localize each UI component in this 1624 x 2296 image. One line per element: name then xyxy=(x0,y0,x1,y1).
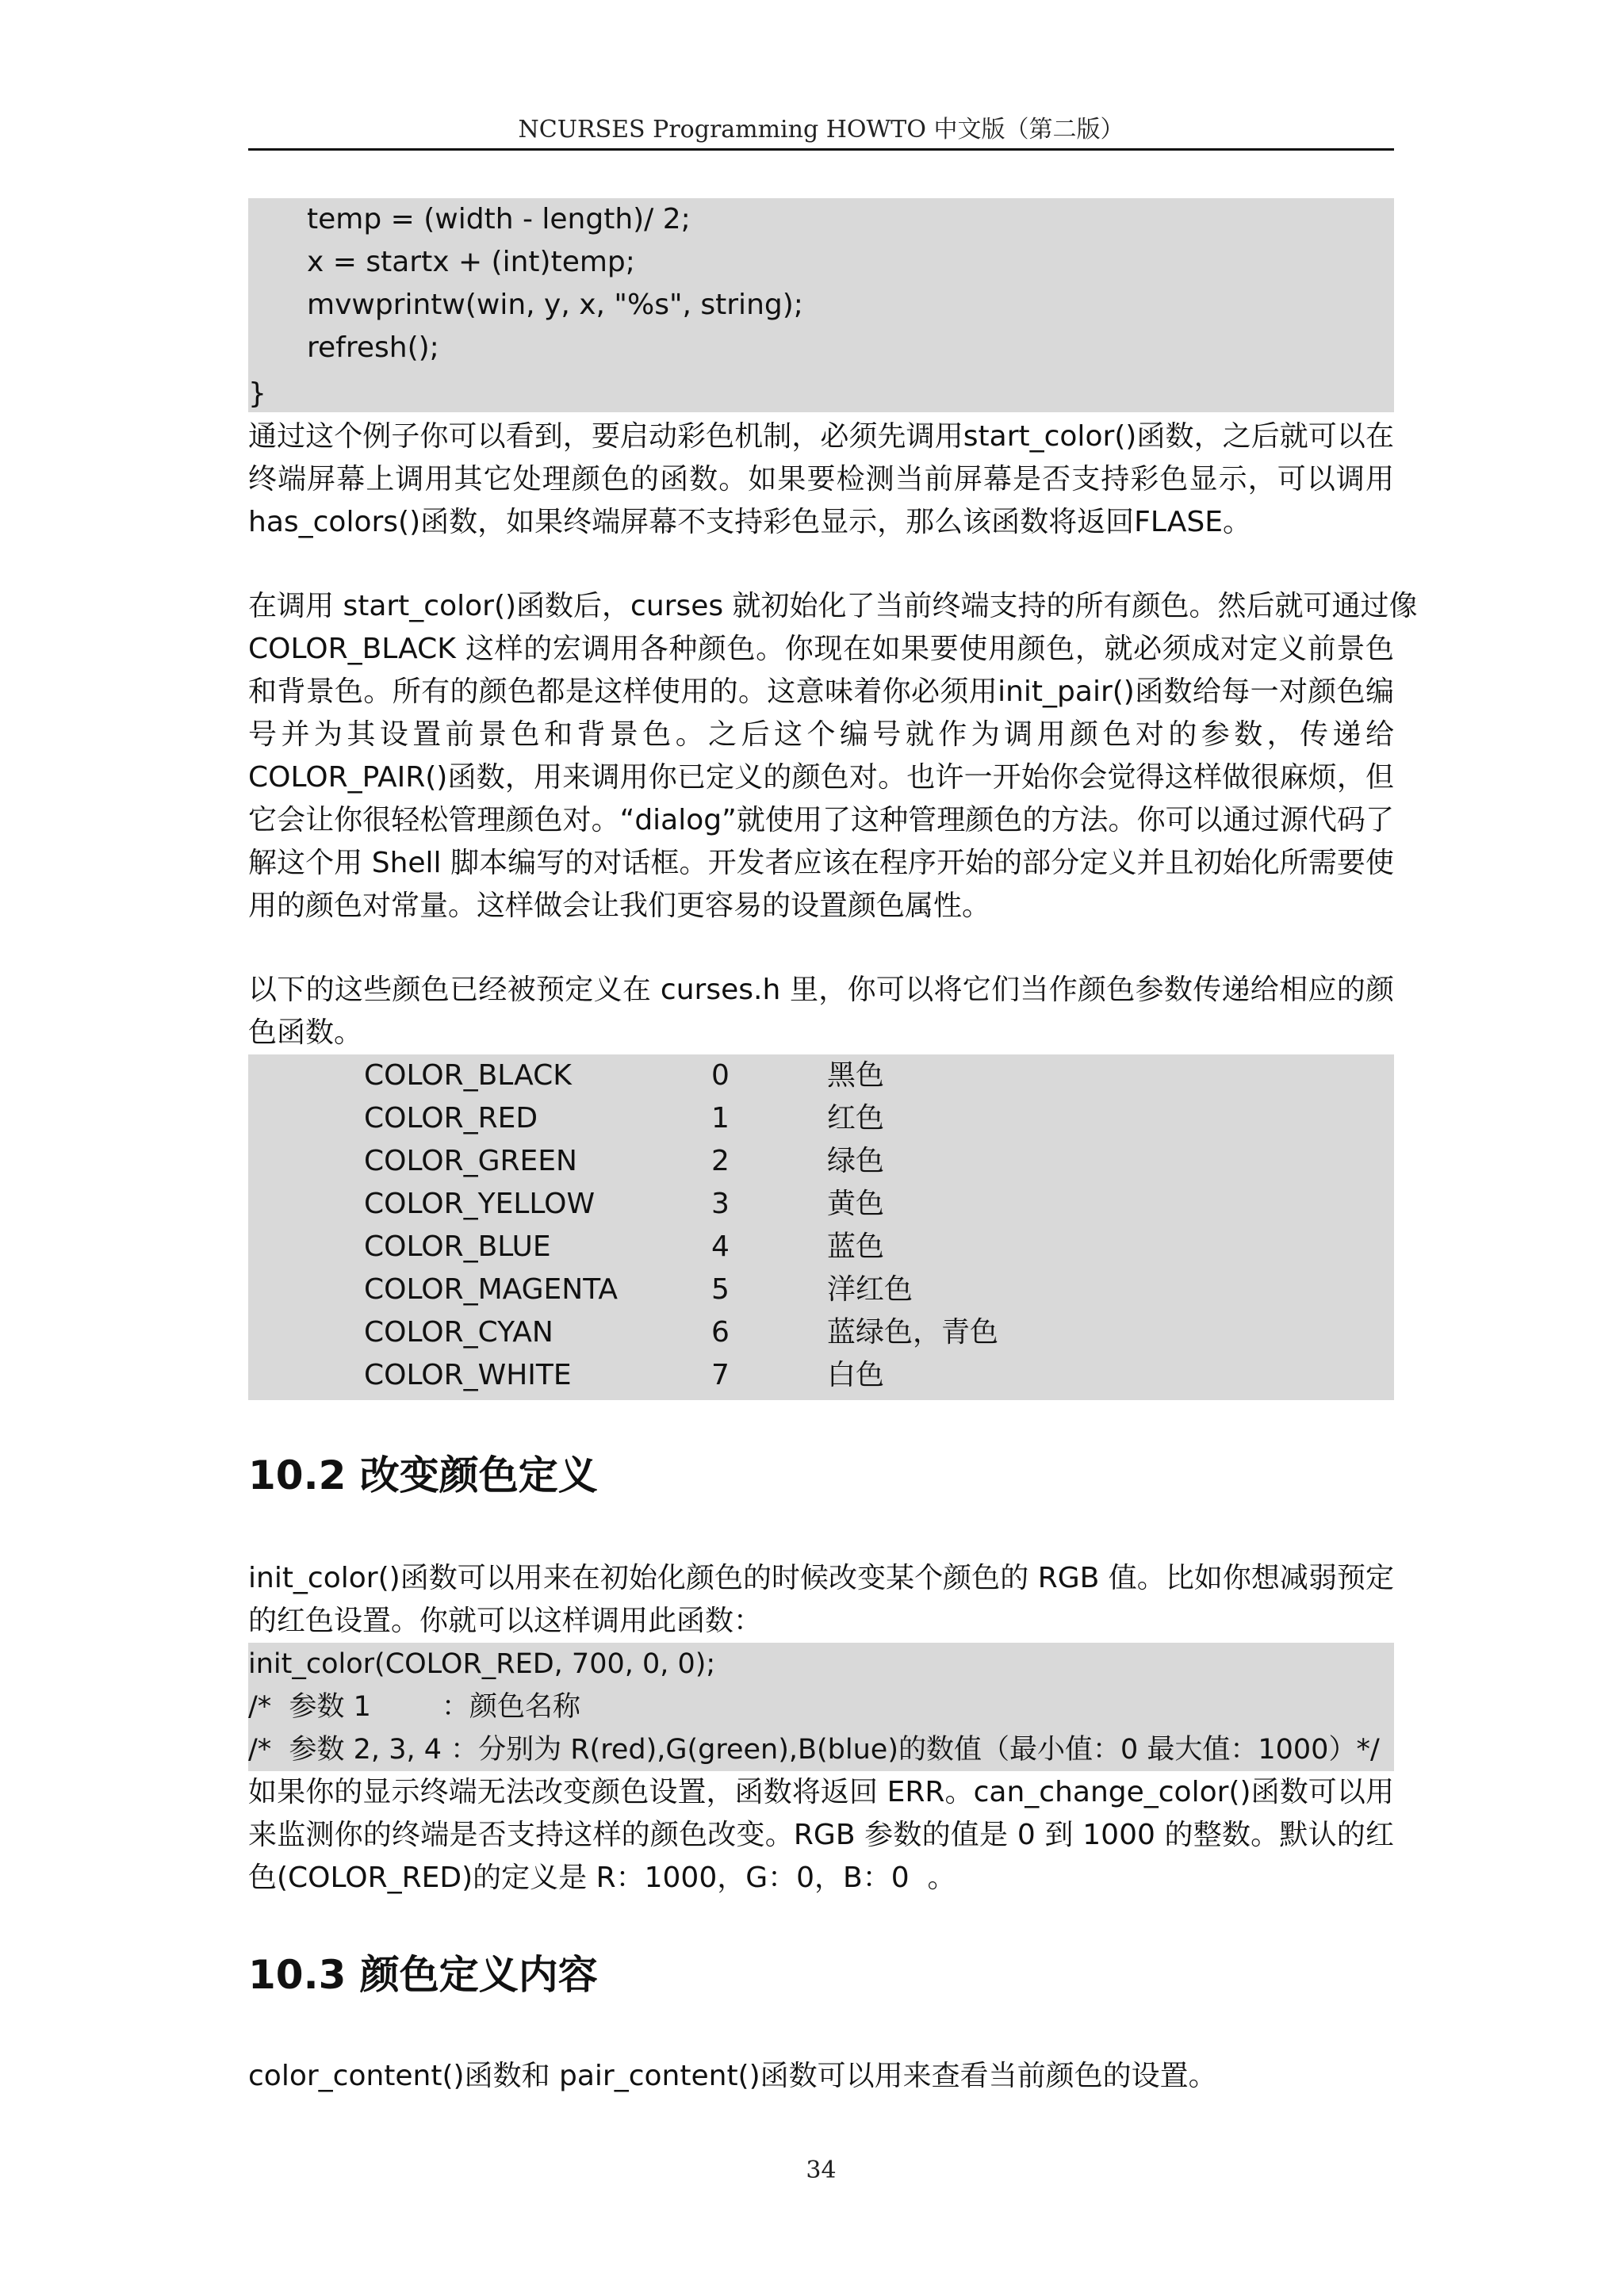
header-rule xyxy=(248,148,1394,151)
paragraph-10-3 xyxy=(248,2055,1394,2098)
code-line: /* 参数 2, 3, 4 ：分别为 R(red),G(green),B(blue)的数值（最小值：0 最大值：1000）*/ xyxy=(248,1734,1380,1766)
color-name: COLOR_YELLOW xyxy=(364,1188,596,1220)
color-name: COLOR_WHITE xyxy=(364,1359,572,1391)
color-name: COLOR_BLACK xyxy=(364,1059,572,1092)
paragraph-line: 用的颜色对常量。这样做会让我们更容易的设置颜色属性。 xyxy=(248,890,991,922)
paragraph-line: 号并为其设置前景色和背景色。之后这个编号就作为调用颜色对的参数，传递给 xyxy=(248,718,1394,751)
color-chinese-name: 蓝绿色，青色 xyxy=(827,1316,999,1349)
page-number: 34 xyxy=(806,2156,837,2184)
paragraph-line: 终端屏幕上调用其它处理颜色的函数。如果要检测当前屏幕是否支持彩色显示，可以调用 xyxy=(248,463,1394,496)
code-line: x = startx + (int)temp; xyxy=(307,246,635,278)
color-chinese-name: 黄色 xyxy=(827,1188,885,1220)
code-line: temp = (width - length)/ 2; xyxy=(307,203,691,235)
color-value: 7 xyxy=(711,1359,730,1391)
paragraph-line: 通过这个例子你可以看到，要启动彩色机制，必须先调用start_color()函数，之后就可以在 xyxy=(248,420,1394,453)
code-line: refresh(); xyxy=(307,331,439,364)
paragraph-line: COLOR_PAIR()函数，用来调用你已定义的颜色对。也许一开始你会觉得这样做很麻烦，但 xyxy=(248,761,1394,794)
code-closing-brace: } xyxy=(248,377,266,410)
paragraph-line: 解这个用 Shell 脚本编写的对话框。开发者应该在程序开始的部分定义并且初始化所需要使 xyxy=(248,847,1394,879)
section-heading-10-3: 10.3 颜色定义内容 xyxy=(248,1952,598,1998)
paragraph-line: 色函数。 xyxy=(248,1016,363,1049)
code-line: mvwprintw(win, y, x, "%s", string); xyxy=(307,289,803,321)
color-chinese-name: 绿色 xyxy=(827,1145,885,1177)
color-value: 4 xyxy=(711,1230,730,1263)
color-chinese-name: 白色 xyxy=(827,1359,885,1391)
paragraph-line: has_colors()函数，如果终端屏幕不支持彩色显示，那么该函数将返回FLASE。 xyxy=(248,506,1251,538)
code-line: init_color(COLOR_RED, 700, 0, 0); xyxy=(248,1648,716,1680)
color-row xyxy=(248,1269,1394,1311)
color-row xyxy=(248,1097,1394,1140)
color-name: COLOR_MAGENTA xyxy=(364,1273,619,1306)
color-name: COLOR_GREEN xyxy=(364,1145,577,1177)
color-value: 3 xyxy=(711,1188,730,1220)
code-block-1 xyxy=(248,198,1394,412)
paragraph-10-2-intro xyxy=(248,1557,1394,1643)
color-value: 5 xyxy=(711,1273,730,1306)
color-name: COLOR_CYAN xyxy=(364,1316,553,1349)
color-value: 1 xyxy=(711,1102,730,1135)
paragraph-line: 的红色设置。你就可以这样调用此函数： xyxy=(248,1605,763,1637)
paragraph-line: 在调用 start_color()函数后，curses 就初始化了当前终端支持的所有颜色。然后就可通过像 xyxy=(248,590,1418,622)
color-chinese-name: 红色 xyxy=(827,1102,885,1135)
code-block-2 xyxy=(248,1643,1394,1771)
paragraph-3 xyxy=(248,969,1394,1054)
color-row xyxy=(248,1054,1394,1097)
color-row xyxy=(248,1183,1394,1226)
paragraph-line: 以下的这些颜色已经被预定义在 curses.h 里，你可以将它们当作颜色参数传递给相应的颜 xyxy=(248,974,1394,1006)
paragraph-2 xyxy=(248,585,1418,928)
color-name: COLOR_BLUE xyxy=(364,1230,551,1263)
color-row xyxy=(248,1311,1394,1354)
color-chinese-name: 黑色 xyxy=(827,1059,885,1092)
paragraph-10-2-after xyxy=(248,1771,1394,1900)
paragraph-line: init_color()函数可以用来在初始化颜色的时候改变某个颜色的 RGB 值。比如你想减弱预定 xyxy=(248,1562,1394,1594)
paragraph-line: 和背景色。所有的颜色都是这样使用的。这意味着你必须用init_pair()函数给每一对颜色编 xyxy=(248,675,1394,708)
paragraph-line: 它会让你很轻松管理颜色对。“dialog”就使用了这种管理颜色的方法。你可以通过源代码了 xyxy=(248,804,1394,836)
paragraph-line: COLOR_BLACK 这样的宏调用各种颜色。你现在如果要使用颜色，就必须成对定义前景色 xyxy=(248,633,1394,665)
paragraph-line: 如果你的显示终端无法改变颜色设置，函数将返回 ERR。can_change_color()函数可以用 xyxy=(248,1776,1394,1808)
paragraph-line: 来监测你的终端是否支持这样的颜色改变。RGB 参数的值是 0 到 1000 的整数。默认的红 xyxy=(248,1819,1394,1851)
color-name: COLOR_RED xyxy=(364,1102,538,1135)
section-heading-10-2: 10.2 改变颜色定义 xyxy=(248,1452,598,1498)
color-chinese-name: 洋红色 xyxy=(827,1273,914,1306)
code-line: /* 参数 1 ：颜色名称 xyxy=(248,1691,580,1723)
paragraph-1 xyxy=(248,415,1394,544)
color-row xyxy=(248,1354,1394,1397)
color-table xyxy=(248,1054,1394,1400)
color-chinese-name: 蓝色 xyxy=(827,1230,885,1263)
color-row xyxy=(248,1226,1394,1269)
color-value: 6 xyxy=(711,1316,730,1349)
color-value: 0 xyxy=(711,1059,730,1092)
color-value: 2 xyxy=(711,1145,730,1177)
page-header: NCURSES Programming HOWTO 中文版（第二版） xyxy=(518,116,1124,144)
color-row xyxy=(248,1140,1394,1183)
paragraph-line: color_content()函数和 pair_content()函数可以用来查看当前颜色的设置。 xyxy=(248,2060,1217,2092)
paragraph-line: 色(COLOR_RED)的定义是 R：1000，G：0，B：0 。 xyxy=(248,1862,956,1894)
